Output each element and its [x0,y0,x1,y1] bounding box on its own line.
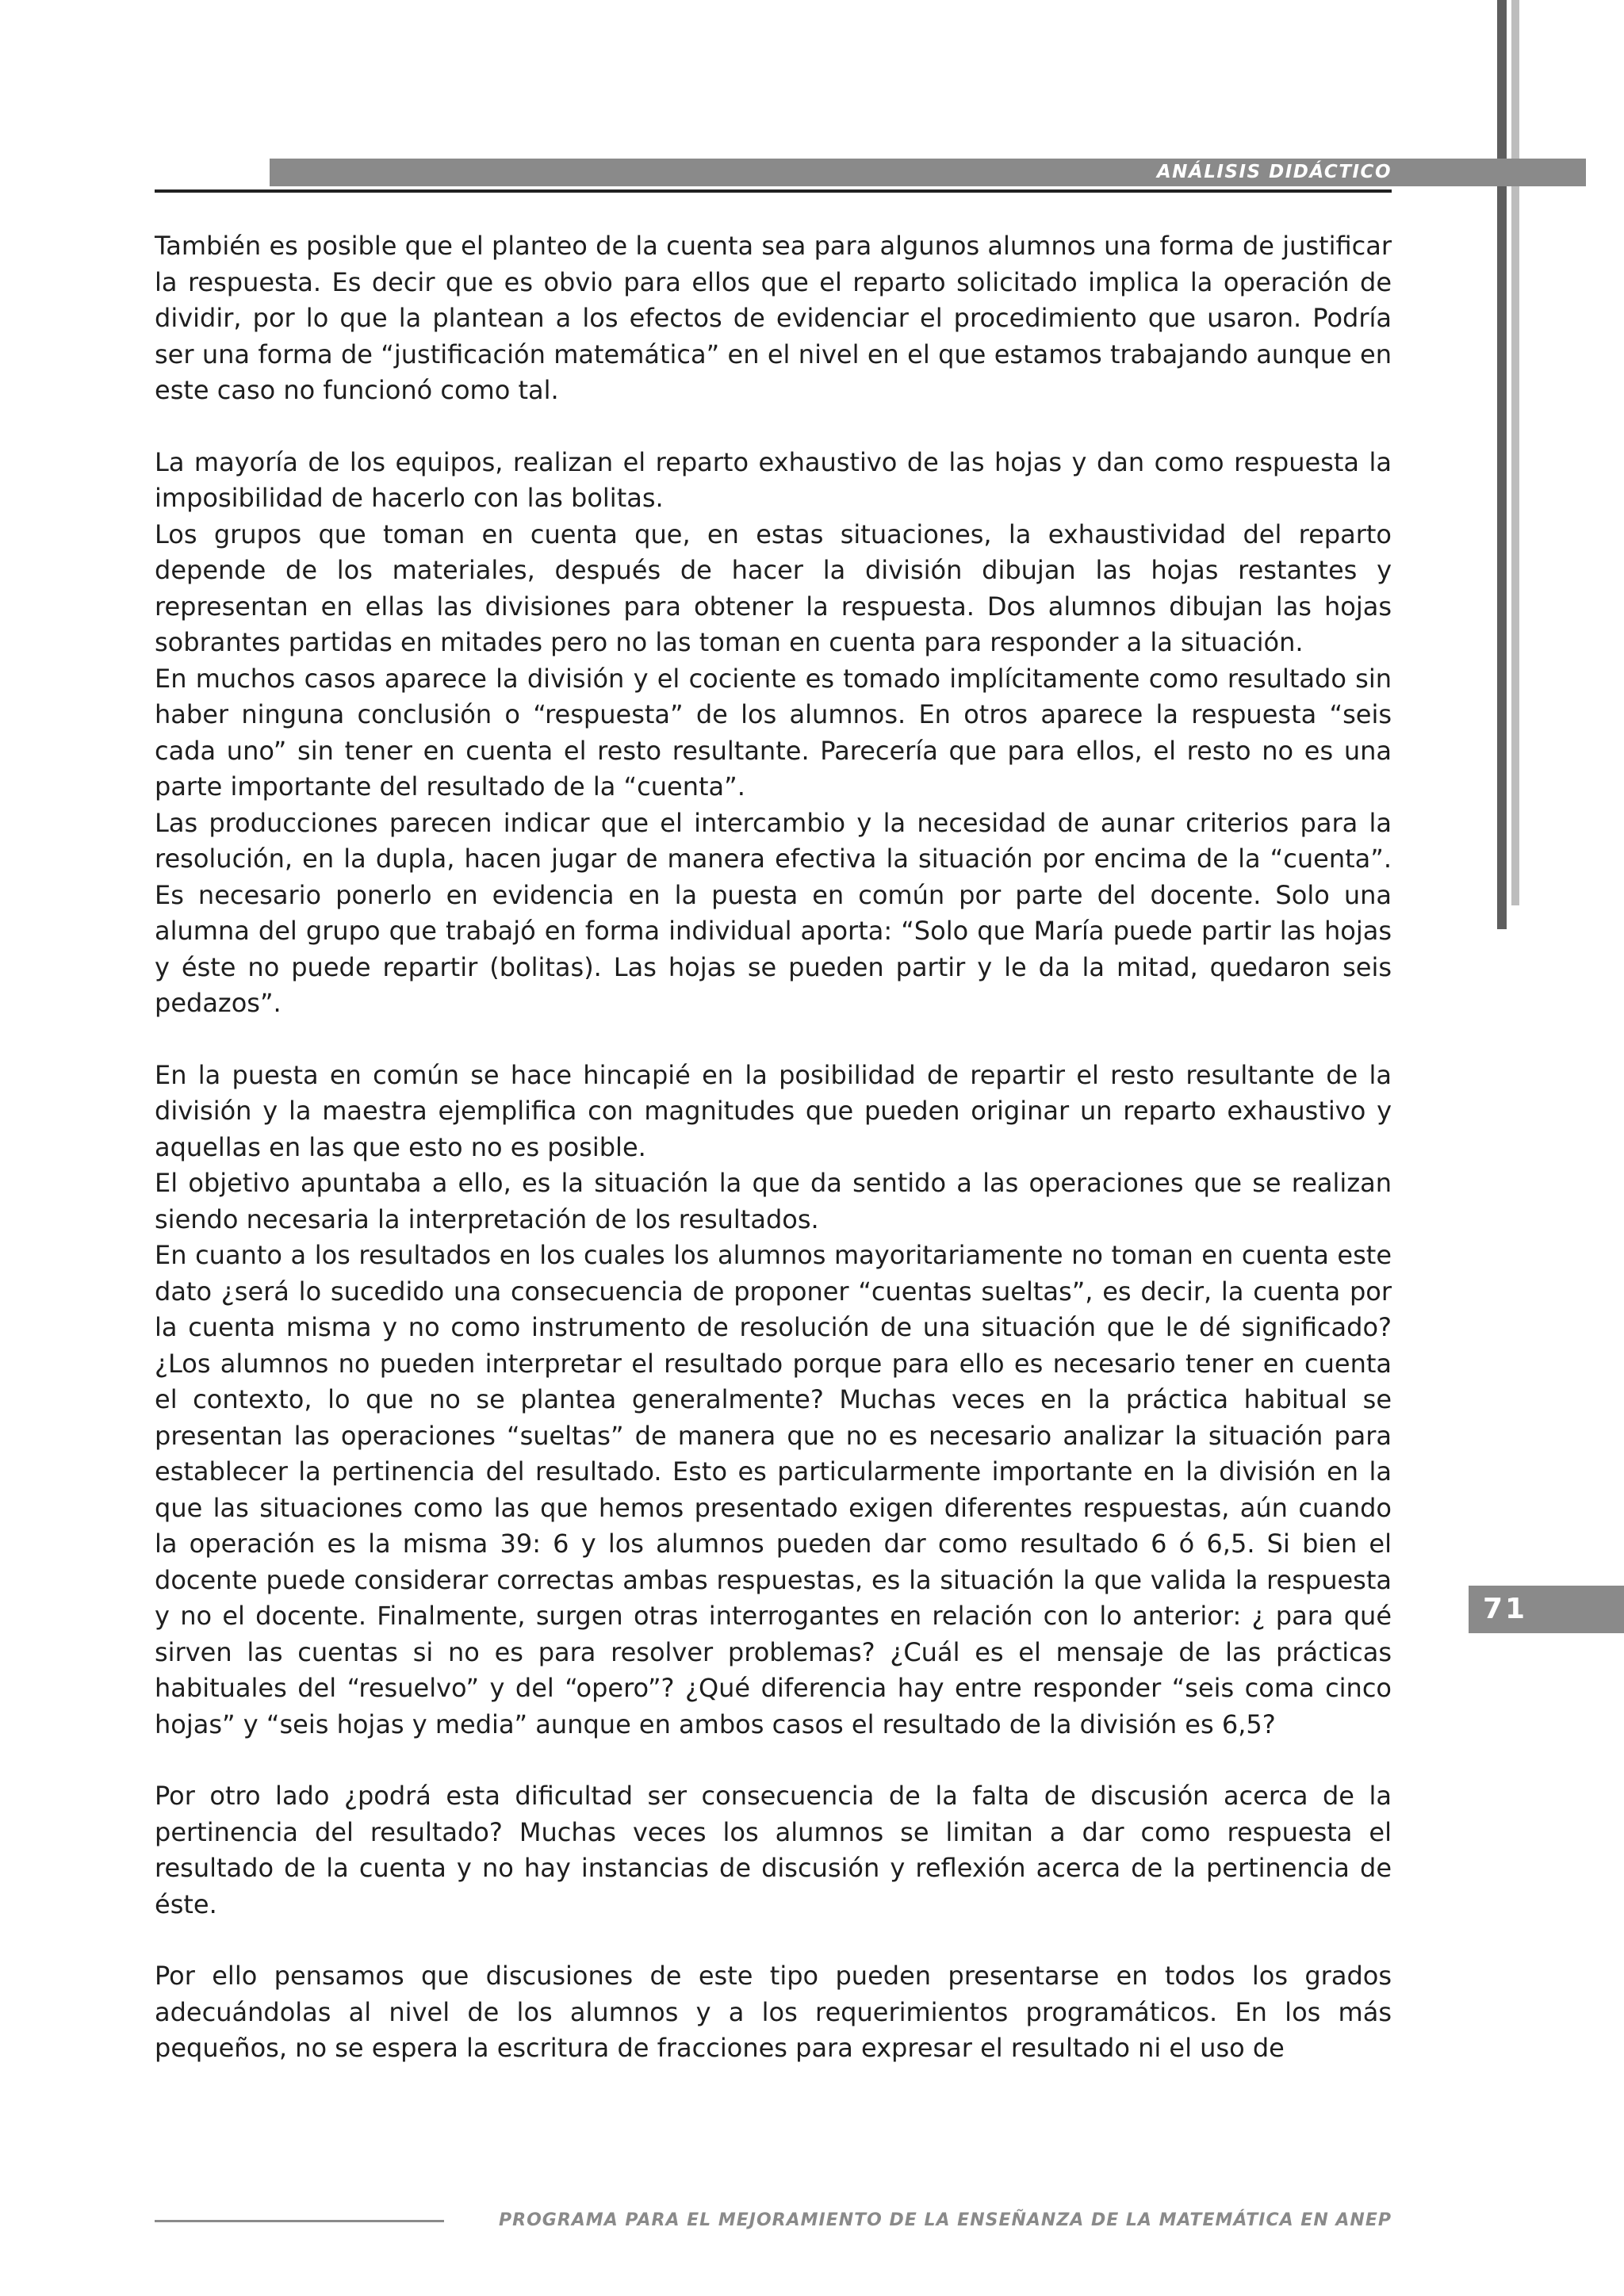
paragraph: En la puesta en común se hace hincapié en la posibilidad de repartir el resto resultante de la división y la maestra ejemplifica con magnitudes que pueden originar un reparto exhaustivo y aquellas en las que esto no es posible. [155,1059,1392,1162]
paragraph: Por otro lado ¿podrá esta dificultad ser consecuencia de la falta de discusión acerca de la pertinencia del resultado? Muchas veces los alumnos se limitan a dar como respuesta el resultado de la cuenta y no hay instancias de discusión y reflexión acerca de la pertinencia de éste. [155,1781,1392,1919]
decorative-vertical-bar-light [1511,0,1519,905]
paragraph: También es posible que el planteo de la cuenta sea para algunos alumnos una forma de justificar la respuesta. Es decir que es obvio para ellos que el reparto solicitado implica la operación de dividir, por lo que la plantean a los efectos de evidenciar el procedimiento que usaron. Podría ser una forma de “justificación matemática” en el nivel en el que estamos trabajando aunque en este caso no funcionó como tal. [155,231,1392,405]
header-rule [155,189,1392,193]
paragraph: Las producciones parecen indicar que el intercambio y la necesidad de aunar criterios para la resolución, en la dupla, hacen jugar de manera efectiva la situación por encima de la “cuenta”. Es necesario ponerlo en evidencia en la puesta en común por parte del docente. Solo una alumna del grupo que trabajó en forma individual aporta: “Solo que María puede partir las hojas y éste no puede repartir (bolitas). Las hojas se pueden partir y le da la mitad, quedaron seis pedazos”. [155,807,1392,1018]
paragraph: En muchos casos aparece la división y el cociente es tomado implícitamente como resultado sin haber ninguna conclusión o “respuesta” de los alumnos. En otros aparece la respuesta “seis cada uno” sin tener en cuenta el resto resultante. Parecería que para ellos, el resto no es una parte importante del resultado de la “cuenta”. [155,663,1392,802]
paragraph: Por ello pensamos que discusiones de este tipo pueden presentarse en todos los grados adecuándolas al nivel de los alumnos y a los requerimientos programáticos. En los más pequeños, no se espera la escritura de fracciones para expresar el resultado ni el uso de [155,1961,1392,2063]
body-text [155,228,1392,2067]
paragraph: El objetivo apuntaba a ello, es la situación la que da sentido a las operaciones que se realizan siendo necesaria la interpretación de los resultados. [155,1168,1392,1234]
paragraph: La mayoría de los equipos, realizan el reparto exhaustivo de las hojas y dan como respuesta la imposibilidad de hacerlo con las bolitas. [155,446,1392,513]
footer-program-title: PROGRAMA PARA EL MEJORAMIENTO DE LA ENSEÑANZA DE LA MATEMÁTICA EN ANEP [499,2210,1392,2230]
paragraph: En cuanto a los resultados en los cuales los alumnos mayoritariamente no toman en cuenta este dato ¿será lo sucedido una consecuencia de proponer “cuentas sueltas”, es decir, la cuenta por la cuenta misma y no como instrumento de resolución de una situación que le dé significado? ¿Los alumnos no pueden interpretar el resultado porque para ello es necesario tener en cuenta el contexto, lo que no se plantea generalmente? Muchas veces en la práctica habitual se presentan las operaciones “sueltas” de manera que no es necesario analizar la situación para establecer la pertinencia del resultado. Esto es particularmente importante en la división en la que las situaciones como las que hemos presentado exigen diferentes respuestas, aún cuando la operación es la misma 39: 6 y los alumnos pueden dar como resultado 6 ó 6,5. Si bien el docente puede considerar correctas ambas respuestas, es la situación la que valida la respuesta y no el docente. Finalmente, surgen otras interrogantes en relación con lo anterior: ¿ para qué sirven las cuentas si no es para resolver problemas? ¿Cuál es el mensaje de las prácticas habituales del “resuelvo” y del “opero”? ¿Qué diferencia hay entre responder “seis coma cinco hojas” y “seis hojas y media” aunque en ambos casos el resultado de la división es 6,5? [155,1240,1392,1739]
section-header-label: ANÁLISIS DIDÁCTICO [1156,162,1392,182]
paragraph: Los grupos que toman en cuenta que, en estas situaciones, la exhaustividad del reparto depende de los materiales, después de hacer la división dibujan las hojas restantes y representan en ellas las divisiones para obtener la respuesta. Dos alumnos dibujan las hojas sobrantes partidas en mitades pero no las toman en cuenta para responder a la situación. [155,519,1392,657]
page-number: 71 [1483,1593,1528,1625]
footer-rule [155,2220,444,2222]
decorative-vertical-bar-dark [1497,0,1507,929]
